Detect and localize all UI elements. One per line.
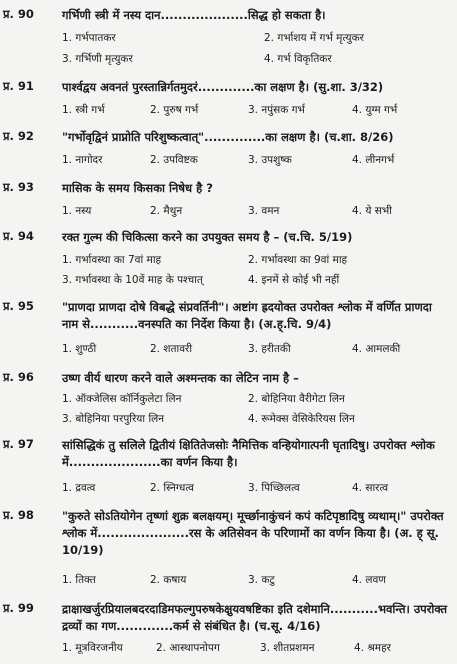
option: 4. ये सभी: [352, 205, 392, 217]
question-text: "गर्भोवृद्विनं प्राप्नोति परिशुष्कत्वात्"..............का लक्षण है। (च.शा. 8/26): [62, 130, 394, 144]
question-text: रक्त गुल्म की चिकित्सा करने का उपयुक्त समय है – (च.चि. 5/19): [62, 230, 353, 244]
option: 4. आमलकी: [352, 343, 401, 355]
question-number: प्र. 90: [3, 7, 34, 21]
question-number: प्र. 91: [3, 79, 34, 93]
option: 2. गर्भावस्था का 9वां माह: [248, 254, 348, 266]
option: 4. श्रमहर: [354, 642, 391, 654]
option: 4. रूमेक्स वेसिकेरियस लिन: [248, 413, 355, 425]
question-text: "कुरुते सोऽतियोगेन तृष्णां शुक्र बलक्षयम्। मूर्च्छानाकुंचनं कपं कटिपृष्ठादिषु व्यथाम्।" उपरोक्त श्लोक में.....................रस के अतिसेवन के परिणामों का वर्णन किया है। (अ. ह् सू. 10/19): [62, 509, 444, 557]
option: 2. शतावरी: [150, 343, 193, 355]
question-number: प्र. 99: [3, 601, 34, 615]
option: 4. लवण: [352, 574, 386, 586]
option: 2. उपविष्टक: [150, 154, 198, 166]
question-text: पार्श्वद्वय अवनतं पुरस्तान्निर्गतमुदरं.............का लक्षण है। (सु.शा. 3/32): [62, 80, 384, 94]
option: 4. गर्भ विकृतिकर: [264, 53, 332, 65]
option: 3. पिच्छिलत्व: [248, 482, 300, 494]
option: 2. आस्थापनोपग: [156, 642, 220, 654]
option: 3. बोहिनिया परपुरिया लिन: [62, 413, 165, 425]
option: 1. मूत्रविरजनीय: [62, 642, 123, 654]
option: 1. गर्भपातकर: [62, 32, 116, 44]
option: 3. गर्भिणी मृत्युकर: [62, 53, 133, 65]
option: 2. मैथुन: [150, 205, 183, 217]
question-number: प्र. 95: [3, 299, 34, 313]
option: 1. शुण्ठी: [62, 343, 97, 355]
option: 3. कटु: [248, 574, 275, 586]
option: 1. द्रवत्व: [62, 482, 96, 494]
option: 2. स्निग्धत्व: [150, 482, 194, 494]
option: 2. कषाय: [150, 574, 187, 586]
option: 3. शीतप्रशमन: [260, 642, 315, 654]
option: 4. इनमें से कोई भी नहीं: [248, 274, 340, 286]
question-number: प्र. 96: [3, 370, 34, 384]
question-number: प्र. 92: [3, 129, 34, 143]
question-text: उष्ण वीर्य धारण करने वाले अश्मन्तक का लेटिन नाम है –: [62, 371, 299, 385]
option: 1. नागोदर: [62, 154, 103, 166]
question-text: द्राक्षाखर्जुरप्रियालबदरदाडिमफल्गुपरुषकेक्षुयवषष्टिका इति दशेमानि...........भवन्ति। उपरोक्त द्रव्यों का गण.............कर्म से संबंधित है। (च.सू. 4/16): [62, 602, 448, 633]
question-number: प्र. 94: [3, 229, 34, 243]
question-number: प्र. 97: [3, 437, 34, 451]
option: 3. उपशुष्क: [248, 154, 292, 166]
option: 1. तिक्त: [62, 574, 96, 586]
question-text: "प्राणदा प्राणदा दोषे विबद्धे संप्रवर्तिनी"। अष्टांग ह्रदयोक्त उपरोक्त श्लोक में वर्णित प्राणदा नाम से...........वनस्पति का निर्देश किया है। (अ.ह्.चि. 9/4): [62, 300, 432, 331]
option: 4. सारत्व: [352, 482, 389, 494]
option: 3. वमन: [248, 205, 280, 217]
option: 2. बोहिनिया वैरीगेटा लिन: [248, 393, 345, 405]
option: 3. हरीतकी: [248, 343, 291, 355]
option: 3. नपुंसक गर्भ: [248, 104, 305, 116]
option: 1. ऑक्जेलिस कॉर्निकुलेटा लिन: [62, 393, 182, 405]
option: 2. गर्भाशय में गर्भ मृत्युकर: [264, 32, 364, 44]
question-text: मासिक के समय किसका निषेध है ?: [62, 181, 213, 195]
option: 4. युग्म गर्भ: [352, 104, 398, 116]
question-number: प्र. 93: [3, 180, 34, 194]
question-text: गर्भिणी स्त्री में नस्य दान....................सिद्ध हो सकता है।: [62, 8, 326, 22]
option: 1. स्त्री गर्भ: [62, 104, 105, 116]
option: 2. पुरुष गर्भ: [150, 104, 199, 116]
option: 4. लीनगर्भ: [352, 154, 395, 166]
option: 1. नस्य: [62, 205, 92, 217]
question-number: प्र. 98: [3, 508, 34, 522]
question-text: सांसिद्धिकं तु सलिले द्वितीयं क्षितितेजसोः नैमित्तिक वन्हियोगात्पनी घृतादिषु। उपरोक्त श्लोक में.....................का वर्णन किया है।: [62, 438, 435, 469]
option: 1. गर्भावस्था का 7वां माह: [62, 254, 162, 266]
option: 3. गर्भावस्था के 10वें माह के पश्चात्: [62, 274, 203, 286]
